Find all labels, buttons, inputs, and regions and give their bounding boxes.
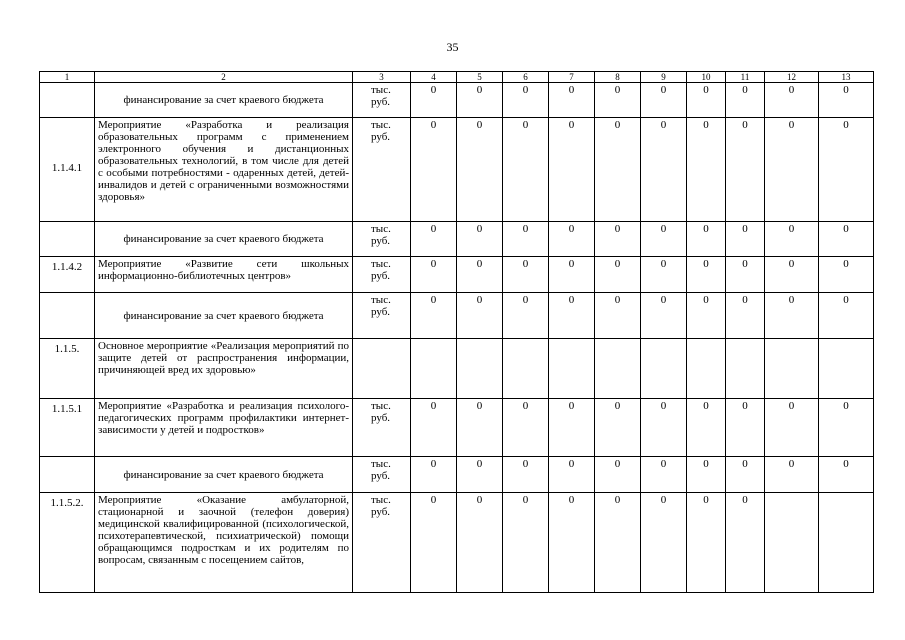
value-cell: 0: [411, 399, 457, 457]
column-header: 3: [353, 72, 411, 83]
value-cell: 0: [819, 222, 874, 257]
value-cell: [457, 339, 503, 399]
value-cell: 0: [595, 257, 641, 293]
value-cell: 0: [549, 399, 595, 457]
value-cell: 0: [641, 457, 687, 493]
column-header: 1: [40, 72, 95, 83]
table-row: [40, 493, 874, 593]
value-cell: 0: [457, 118, 503, 222]
value-cell: 0: [411, 457, 457, 493]
value-cell: 0: [595, 399, 641, 457]
value-cell: 0: [411, 222, 457, 257]
value-cell: [549, 339, 595, 399]
value-cell: 0: [726, 83, 765, 118]
value-cell: 0: [411, 83, 457, 118]
row-name: Мероприятие «Развитие сети школьных информационно-библиотечных центров»: [95, 257, 353, 293]
value-cell: 0: [641, 222, 687, 257]
row-number: 1.1.5.2.: [40, 493, 95, 593]
value-cell: 0: [503, 457, 549, 493]
value-cell: 0: [503, 293, 549, 339]
row-unit: [353, 339, 411, 399]
column-header: 13: [819, 72, 874, 83]
row-number: 1.1.5.: [40, 339, 95, 399]
value-cell: 0: [595, 83, 641, 118]
value-cell: 0: [549, 293, 595, 339]
value-cell: 0: [641, 83, 687, 118]
value-cell: 0: [503, 83, 549, 118]
value-cell: [765, 339, 819, 399]
row-number: [40, 222, 95, 257]
row-name: финансирование за счет краевого бюджета: [95, 83, 353, 118]
value-cell: 0: [726, 399, 765, 457]
value-cell: 0: [687, 83, 726, 118]
value-cell: 0: [726, 257, 765, 293]
value-cell: 0: [411, 118, 457, 222]
value-cell: 0: [549, 457, 595, 493]
row-unit: тыс. руб.: [353, 118, 411, 222]
value-cell: 0: [595, 293, 641, 339]
value-cell: 0: [819, 257, 874, 293]
row-unit: тыс. руб.: [353, 399, 411, 457]
column-header: 2: [95, 72, 353, 83]
value-cell: 0: [641, 118, 687, 222]
column-header: 4: [411, 72, 457, 83]
value-cell: [819, 493, 874, 593]
value-cell: 0: [549, 257, 595, 293]
value-cell: 0: [819, 118, 874, 222]
value-cell: 0: [457, 257, 503, 293]
value-cell: 0: [549, 118, 595, 222]
value-cell: 0: [765, 222, 819, 257]
value-cell: 0: [595, 222, 641, 257]
value-cell: 0: [503, 493, 549, 593]
value-cell: 0: [457, 293, 503, 339]
value-cell: 0: [457, 457, 503, 493]
value-cell: 0: [687, 457, 726, 493]
value-cell: 0: [765, 457, 819, 493]
value-cell: 0: [595, 118, 641, 222]
table-row: [40, 293, 874, 339]
value-cell: 0: [819, 83, 874, 118]
value-cell: 0: [503, 118, 549, 222]
row-name: финансирование за счет краевого бюджета: [95, 222, 353, 257]
row-number: 1.1.4.2: [40, 257, 95, 293]
value-cell: 0: [765, 118, 819, 222]
value-cell: 0: [819, 457, 874, 493]
value-cell: 0: [726, 457, 765, 493]
value-cell: 0: [819, 399, 874, 457]
value-cell: 0: [687, 222, 726, 257]
value-cell: 0: [687, 257, 726, 293]
value-cell: 0: [687, 118, 726, 222]
row-name: Мероприятие «Разработка и реализация образовательных программ с применением электронного обучения и дистанционных образовательных технологий, в том числе для детей с особыми потребностями - одаренных детей, детей-инвалидов и детей с ограниченными возможностями здоровья»: [95, 118, 353, 222]
value-cell: 0: [765, 257, 819, 293]
table-row: [40, 399, 874, 457]
header-row: [40, 72, 874, 83]
value-cell: 0: [687, 399, 726, 457]
table-row: [40, 222, 874, 257]
row-number: [40, 457, 95, 493]
row-unit: тыс. руб.: [353, 293, 411, 339]
row-name: финансирование за счет краевого бюджета: [95, 457, 353, 493]
value-cell: 0: [457, 493, 503, 593]
value-cell: 0: [726, 222, 765, 257]
value-cell: 0: [641, 257, 687, 293]
row-name: Мероприятие «Оказание амбулаторной, стационарной и заочной (телефон доверия) медицинской квалифицированной (психологической, психотерапевтической, психиатрической) помощи обращающимся подросткам и их родителям по вопросам, связанным с посещением сайтов,: [95, 493, 353, 593]
column-header: 8: [595, 72, 641, 83]
value-cell: 0: [457, 399, 503, 457]
value-cell: 0: [641, 399, 687, 457]
row-unit: тыс. руб.: [353, 257, 411, 293]
row-number: 1.1.5.1: [40, 399, 95, 457]
table-row: [40, 339, 874, 399]
value-cell: 0: [457, 83, 503, 118]
value-cell: 0: [819, 293, 874, 339]
value-cell: 0: [549, 493, 595, 593]
value-cell: [503, 339, 549, 399]
column-header: 11: [726, 72, 765, 83]
column-header: 7: [549, 72, 595, 83]
table-row: [40, 457, 874, 493]
table-row: [40, 118, 874, 222]
value-cell: 0: [595, 493, 641, 593]
value-cell: 0: [411, 293, 457, 339]
value-cell: [765, 493, 819, 593]
value-cell: 0: [549, 222, 595, 257]
row-unit: тыс. руб.: [353, 222, 411, 257]
table-row: [40, 257, 874, 293]
value-cell: 0: [641, 293, 687, 339]
row-name: финансирование за счет краевого бюджета: [95, 293, 353, 339]
column-header: 9: [641, 72, 687, 83]
row-number: [40, 83, 95, 118]
value-cell: [687, 339, 726, 399]
value-cell: 0: [726, 493, 765, 593]
value-cell: [411, 339, 457, 399]
value-cell: 0: [726, 118, 765, 222]
row-name: Мероприятие «Разработка и реализация психолого-педагогических программ профилактики интернет-зависимости у детей и подростков»: [95, 399, 353, 457]
value-cell: 0: [503, 257, 549, 293]
value-cell: 0: [595, 457, 641, 493]
value-cell: 0: [503, 399, 549, 457]
row-number: 1.1.4.1: [40, 118, 95, 222]
value-cell: 0: [765, 399, 819, 457]
column-header: 6: [503, 72, 549, 83]
value-cell: 0: [765, 293, 819, 339]
value-cell: 0: [641, 493, 687, 593]
value-cell: 0: [503, 222, 549, 257]
column-header: 12: [765, 72, 819, 83]
row-number: [40, 293, 95, 339]
value-cell: 0: [411, 493, 457, 593]
row-unit: тыс. руб.: [353, 493, 411, 593]
row-unit: тыс. руб.: [353, 457, 411, 493]
value-cell: 0: [411, 257, 457, 293]
row-name: Основное мероприятие «Реализация мероприятий по защите детей от распространения информации, причиняющей вред их здоровью»: [95, 339, 353, 399]
column-header: 10: [687, 72, 726, 83]
column-header: 5: [457, 72, 503, 83]
value-cell: [641, 339, 687, 399]
page-number: 35: [446, 40, 459, 54]
value-cell: 0: [457, 222, 503, 257]
value-cell: 0: [549, 83, 595, 118]
value-cell: 0: [687, 293, 726, 339]
value-cell: 0: [765, 83, 819, 118]
row-unit: тыс. руб.: [353, 83, 411, 118]
table-row: [40, 83, 874, 118]
value-cell: [595, 339, 641, 399]
budget-table: [39, 71, 874, 593]
value-cell: [819, 339, 874, 399]
value-cell: 0: [687, 493, 726, 593]
value-cell: 0: [726, 293, 765, 339]
value-cell: [726, 339, 765, 399]
